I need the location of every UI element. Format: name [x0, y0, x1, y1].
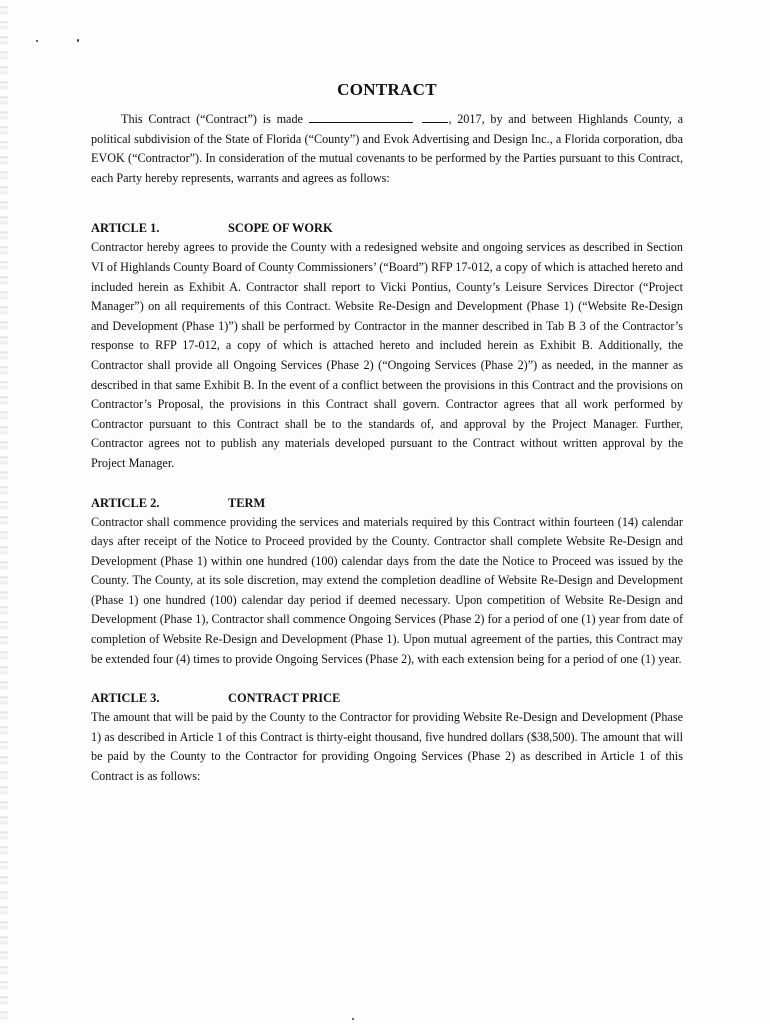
- article-number: ARTICLE 3.: [91, 691, 160, 706]
- article-body: Contractor hereby agrees to provide the County with a redesigned website and ongoing services as described in Section VI of Highlands County Board of County Commissioners’ (“Board”) RFP 17-012, a copy of which is attached hereto and included herein as Exhibit A. Contractor shall report to Vicki Pontius, County’s Leisure Services Director (“Project Manager”) on all requirements of this Contract. Website Re-Design and Development (Phase 1) (“Website Re-Design and Development (Phase 1)”) shall be performed by Contractor in the manner described in Tab B 3 of the Contractor’s response to RFP 17-012, a copy of which is attached hereto and included herein as Exhibit B. Additionally, the Contractor shall provide all Ongoing Services (Phase 2) (“Ongoing Services (Phase 2)”) as needed, in the manner as described in that same Exhibit B. In the event of a conflict between the provisions in this Contract and the provisions on Contractor’s Proposal, the provisions in this Contract shall govern. Contractor agrees that all work performed by Contractor pursuant to this Contract shall be to the standards of, and approval by the Project Manager. Further, Contractor agrees not to publish any materials developed pursuant to the Contract without written approval by the Project Manager.: [91, 240, 684, 470]
- intro-paragraph: [91, 110, 683, 188]
- scan-speck: [352, 1018, 354, 1020]
- contract-page: [91, 80, 683, 787]
- article-1: [91, 219, 683, 473]
- document-title: CONTRACT: [337, 80, 437, 99]
- intro-text-before-blank: This Contract (“Contract”) is made: [121, 112, 303, 126]
- article-body: Contractor shall commence providing the services and materials required by this Contract within fourteen (14) calendar days after receipt of the Notice to Proceed provided by the County. Contractor shall complete Website Re-Design and Development (Phase 1) within one hundred (100) calendar days from the date the Notice to Proceed was issued by the County. The County, at its sole discretion, may extend the completion deadline of Website Re-Design and Development (Phase 1) one hundred (100) calendar day period if deemed necessary. Upon competition of Website Re-Design and Development (Phase 1), Contractor shall commence Ongoing Services (Phase 2) for a period of one (1) year from date of completion of Website Re-Design and Development (Phase 1). Upon mutual agreement of the parties, this Contract may be extended four (4) times to provide Ongoing Services (Phase 2), with each extension being for a period of one (1) year.: [91, 514, 683, 666]
- article-body: The amount that will be paid by the County to the Contractor for providing Website Re-Design and Development (Phase 1) as described in Article 1 of this Contract is thirty-eight thousand, five hundred dollars ($38,500). The amount that will be paid by the County to the Contractor for providing Ongoing Services (Phase 2) as described in Article 1 of this Contract is as follows:: [91, 710, 683, 784]
- article-2: [91, 494, 683, 670]
- article-3: [91, 689, 683, 786]
- article-title: TERM: [228, 495, 266, 510]
- article-title: SCOPE OF WORK: [228, 221, 333, 236]
- article-heading: [91, 494, 683, 513]
- intro-text-after-blank: , 2017, by and between Highlands County, a political subdivision of the State of Florida (“County”) and Evok Advertising and Design Inc., a Florida corporation, dba EVOK (“Contractor”). In consideration of the mutual covenants to be performed by the Parties pursuant to this Contract, each Party hereby represents, warrants and agrees as follows:: [91, 112, 684, 185]
- article-number: ARTICLE 1.: [91, 221, 160, 236]
- scan-edge-artifact: [0, 0, 8, 1024]
- article-heading: [91, 219, 683, 238]
- article-heading: [91, 689, 683, 708]
- scan-speck: [77, 39, 79, 42]
- article-title: CONTRACT PRICE: [228, 691, 341, 706]
- date-blank-line-short: [422, 112, 448, 123]
- article-number: ARTICLE 2.: [91, 495, 160, 510]
- scan-speck: [36, 40, 38, 42]
- date-blank-line: [309, 112, 413, 123]
